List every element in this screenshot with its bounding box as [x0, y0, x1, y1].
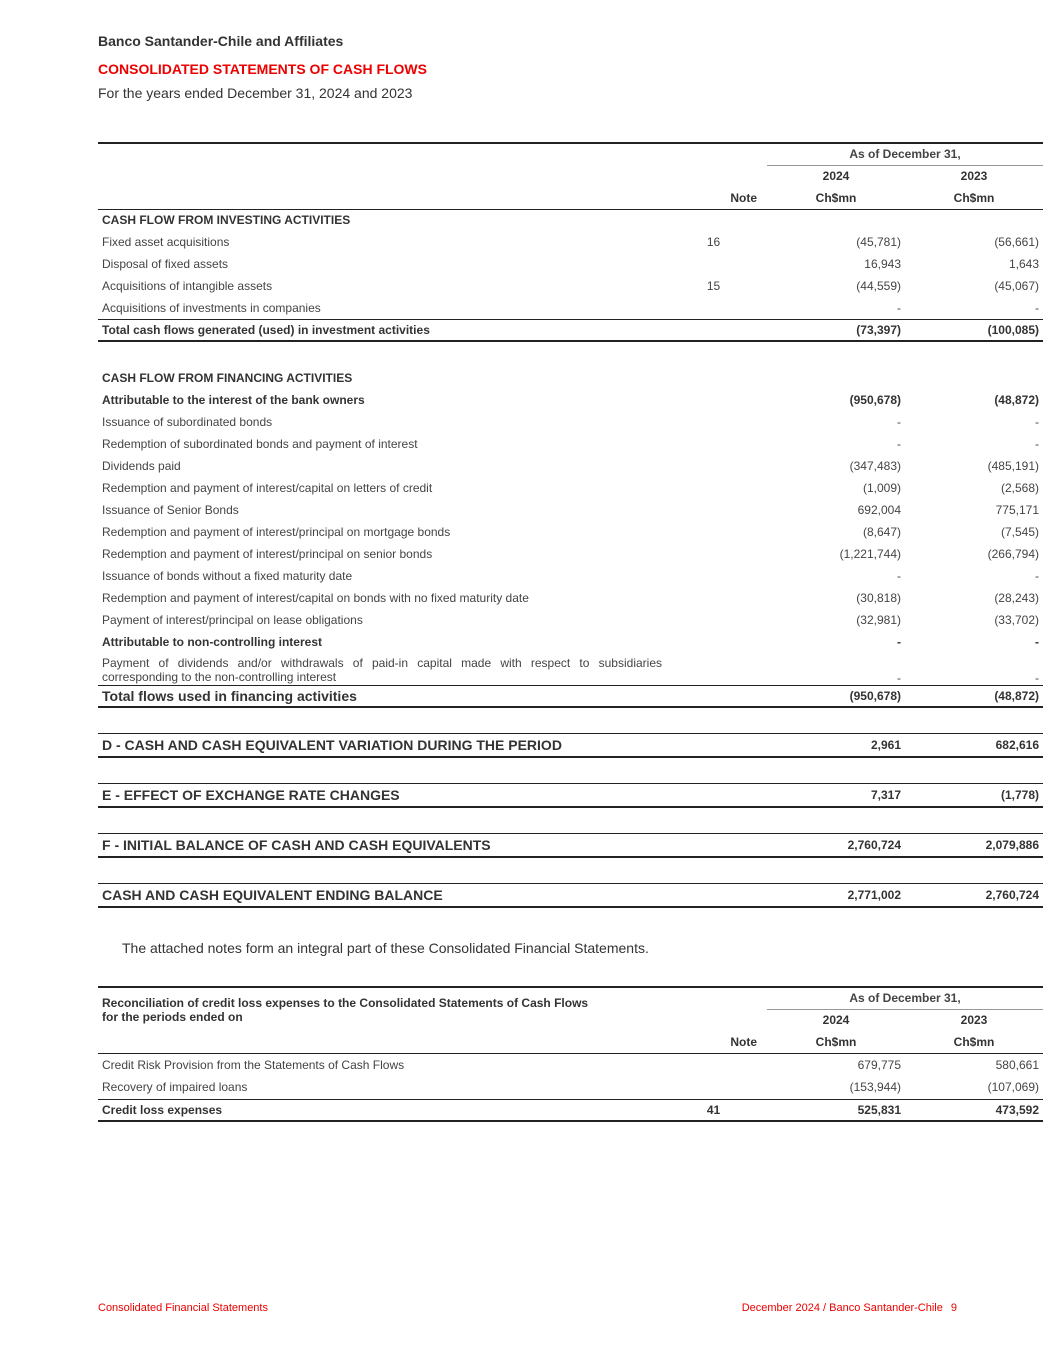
total-row	[98, 685, 1043, 707]
note-header: Note	[666, 187, 761, 209]
table-row	[98, 1053, 1043, 1076]
row-label: Acquisitions of intangible assets	[102, 279, 273, 293]
table-row	[98, 455, 1043, 477]
summary-label: D - CASH AND CASH EQUIVALENT VARIATION DURING THE PERIOD	[98, 733, 666, 757]
row-2024-value: 16,943	[864, 257, 901, 271]
table-row	[98, 521, 1043, 543]
total-row	[98, 319, 1043, 341]
row-2024-value: -	[897, 437, 901, 451]
row-2024-value: -	[897, 569, 901, 583]
row-2024-value: 679,775	[857, 1057, 901, 1072]
as-of-header: As of December 31,	[767, 143, 1043, 165]
summary-row	[98, 833, 1043, 857]
row-2024-value: (8,647)	[862, 525, 901, 539]
row-2024-value: -	[897, 300, 901, 315]
row-2023-value: (45,067)	[994, 279, 1040, 293]
row-label: Redemption of subordinated bonds and payment of interest	[102, 437, 418, 451]
noncontrolling-label: Attributable to non-controlling interest	[102, 635, 322, 649]
summary-2023-value: 2,760,724	[905, 883, 1043, 907]
row-2023-value: (33,702)	[994, 613, 1040, 627]
summary-row	[98, 883, 1043, 907]
table-row	[98, 499, 1043, 521]
owners-2023-value: (48,872)	[994, 393, 1040, 407]
row-2023-value: -	[1035, 415, 1040, 429]
row-2024-value: 692,004	[857, 503, 901, 517]
subsection-row	[98, 389, 1043, 411]
summary-2024-value: 2,961	[767, 733, 905, 757]
total-note: 41	[666, 1099, 761, 1121]
owners-2024-value: (950,678)	[849, 393, 901, 407]
row-2023-value: (485,191)	[987, 459, 1040, 473]
row-2023-value: (107,069)	[987, 1080, 1040, 1095]
footer-source: December 2024 / Banco Santander-Chile	[741, 1302, 943, 1314]
row-label: Payment of dividends and/or withdrawals of paid-in capital made with respect to subsidiaries corresponding to the non-controlling interest	[102, 655, 662, 684]
row-2024-value: (1,009)	[862, 481, 901, 495]
row-label: Disposal of fixed assets	[102, 257, 229, 271]
row-2023-value: 775,171	[995, 503, 1040, 517]
summary-2024-value: 2,760,724	[767, 833, 905, 857]
subsection-row	[98, 631, 1043, 653]
owners-label: Attributable to the interest of the bank owners	[102, 393, 365, 407]
row-2023-value: (2,568)	[1000, 481, 1040, 495]
row-label: Redemption and payment of interest/principal on mortgage bonds	[102, 525, 451, 539]
row-2023-value: 1,643	[1008, 257, 1040, 271]
year-2024-header: 2024	[822, 169, 850, 184]
row-label: Issuance of bonds without a fixed maturity date	[102, 569, 353, 583]
row-2023-value: (7,545)	[1000, 525, 1040, 539]
row-note: 15	[706, 279, 721, 293]
summary-2023-value: (1,778)	[905, 783, 1043, 807]
table-row	[98, 231, 1043, 253]
row-2024-value: (153,944)	[849, 1080, 901, 1095]
row-label: Redemption and payment of interest/capital on bonds with no fixed maturity date	[102, 591, 529, 605]
row-label: Payment of interest/principal on lease obligations	[102, 613, 363, 627]
row-2023-value: (28,243)	[994, 591, 1040, 605]
summary-row	[98, 783, 1043, 807]
summary-2023-value: 2,079,886	[905, 833, 1043, 857]
table-row	[98, 565, 1043, 587]
row-label: Acquisitions of investments in companies	[102, 300, 321, 315]
total-2023-value: (48,872)	[905, 685, 1043, 707]
total-2023-value: 473,592	[905, 1099, 1043, 1121]
row-label: Credit Risk Provision from the Statements of Cash Flows	[102, 1057, 405, 1072]
row-2024-value: (347,483)	[849, 459, 901, 473]
row-label: Redemption and payment of interest/principal on senior bonds	[102, 547, 433, 561]
total-label: Total cash flows generated (used) in investment activities	[98, 319, 666, 341]
cash-flow-table	[98, 142, 1043, 908]
row-2024-value: -	[897, 415, 901, 429]
table-row	[98, 477, 1043, 499]
row-label: Fixed asset acquisitions	[102, 235, 230, 249]
row-2023-value: (56,661)	[994, 235, 1040, 249]
row-note: 16	[706, 235, 721, 249]
row-2024-value: (44,559)	[856, 279, 901, 293]
year-2023-header: 2023	[960, 169, 988, 184]
investing-heading: CASH FLOW FROM INVESTING ACTIVITIES	[102, 213, 351, 228]
row-note	[666, 1076, 761, 1099]
row-label: Issuance of Senior Bonds	[102, 503, 239, 517]
total-2024-value: (73,397)	[767, 319, 905, 341]
table-row	[98, 433, 1043, 455]
total-label: Credit loss expenses	[98, 1099, 666, 1121]
footnote: The attached notes form an integral part of these Consolidated Financial Statements.	[122, 940, 649, 956]
total-row	[98, 1099, 1043, 1121]
as-of-header: As of December 31,	[767, 987, 1043, 1009]
reconciliation-table	[98, 986, 1043, 1122]
row-note	[666, 1053, 761, 1076]
unit-header-row	[98, 1031, 1043, 1053]
footer-right	[742, 1302, 957, 1314]
reconciliation-heading: Reconciliation of credit loss expenses to the Consolidated Statements of Cash Flows for the periods ended on	[98, 987, 666, 1031]
page-header	[98, 31, 427, 103]
row-2024-value: (30,818)	[856, 591, 901, 605]
section-heading-row	[98, 209, 1043, 231]
summary-label: E - EFFECT OF EXCHANGE RATE CHANGES	[98, 783, 666, 807]
row-note	[666, 253, 761, 275]
section-heading-row	[98, 367, 1043, 389]
noncontrolling-2024-value: -	[897, 635, 901, 649]
unit-2023-header: Ch$mn	[905, 187, 1043, 209]
summary-2024-value: 2,771,002	[767, 883, 905, 907]
row-label: Issuance of subordinated bonds	[102, 415, 273, 429]
row-note	[666, 297, 761, 319]
row-label: Recovery of impaired loans	[102, 1080, 248, 1095]
total-2024-value: 525,831	[767, 1099, 905, 1121]
row-2024-value: -	[897, 670, 901, 685]
row-2023-value: 580,661	[995, 1057, 1040, 1072]
statement-period: For the years ended December 31, 2024 and 2023	[98, 85, 413, 101]
total-label: Total flows used in financing activities	[98, 685, 666, 707]
financing-heading: CASH FLOW FROM FINANCING ACTIVITIES	[102, 371, 353, 385]
table-row	[98, 275, 1043, 297]
unit-2023-header: Ch$mn	[905, 1031, 1043, 1053]
unit-2024-header: Ch$mn	[767, 187, 905, 209]
summary-label: CASH AND CASH EQUIVALENT ENDING BALANCE	[98, 883, 666, 907]
table-row	[98, 1076, 1043, 1099]
row-2024-value: (32,981)	[856, 613, 901, 627]
summary-2023-value: 682,616	[905, 733, 1043, 757]
row-2023-value: -	[1035, 300, 1040, 315]
table-row	[98, 543, 1043, 565]
summary-label: F - INITIAL BALANCE OF CASH AND CASH EQUIVALENTS	[98, 833, 666, 857]
year-2024-header: 2024	[822, 1013, 850, 1028]
unit-header-row	[98, 187, 1043, 209]
table-row	[98, 609, 1043, 631]
table-row	[98, 253, 1043, 275]
year-2023-header: 2023	[960, 1013, 988, 1028]
year-header-row	[98, 165, 1043, 187]
row-2024-value: (45,781)	[856, 235, 901, 249]
row-2024-value: (1,221,744)	[839, 547, 901, 561]
summary-2024-value: 7,317	[767, 783, 905, 807]
table-row	[98, 653, 1043, 685]
page-number: 9	[950, 1302, 957, 1314]
company-name: Banco Santander-Chile and Affiliates	[98, 33, 344, 49]
header-row	[98, 143, 1043, 165]
row-2023-value: -	[1035, 437, 1040, 451]
table-row	[98, 411, 1043, 433]
statement-title: CONSOLIDATED STATEMENTS OF CASH FLOWS	[98, 61, 427, 77]
row-label: Redemption and payment of interest/capital on letters of credit	[102, 481, 433, 495]
footer-left: Consolidated Financial Statements	[98, 1302, 268, 1314]
total-2023-value: (100,085)	[905, 319, 1043, 341]
summary-row	[98, 733, 1043, 757]
noncontrolling-2023-value: -	[1035, 635, 1040, 649]
table-row	[98, 297, 1043, 319]
total-2024-value: (950,678)	[767, 685, 905, 707]
row-2023-value: -	[1035, 569, 1040, 583]
table-row	[98, 587, 1043, 609]
row-2023-value: (266,794)	[987, 547, 1040, 561]
note-header: Note	[666, 1031, 761, 1053]
row-label: Dividends paid	[102, 459, 181, 473]
header-row	[98, 987, 1043, 1009]
row-2023-value: -	[1035, 670, 1040, 685]
unit-2024-header: Ch$mn	[767, 1031, 905, 1053]
